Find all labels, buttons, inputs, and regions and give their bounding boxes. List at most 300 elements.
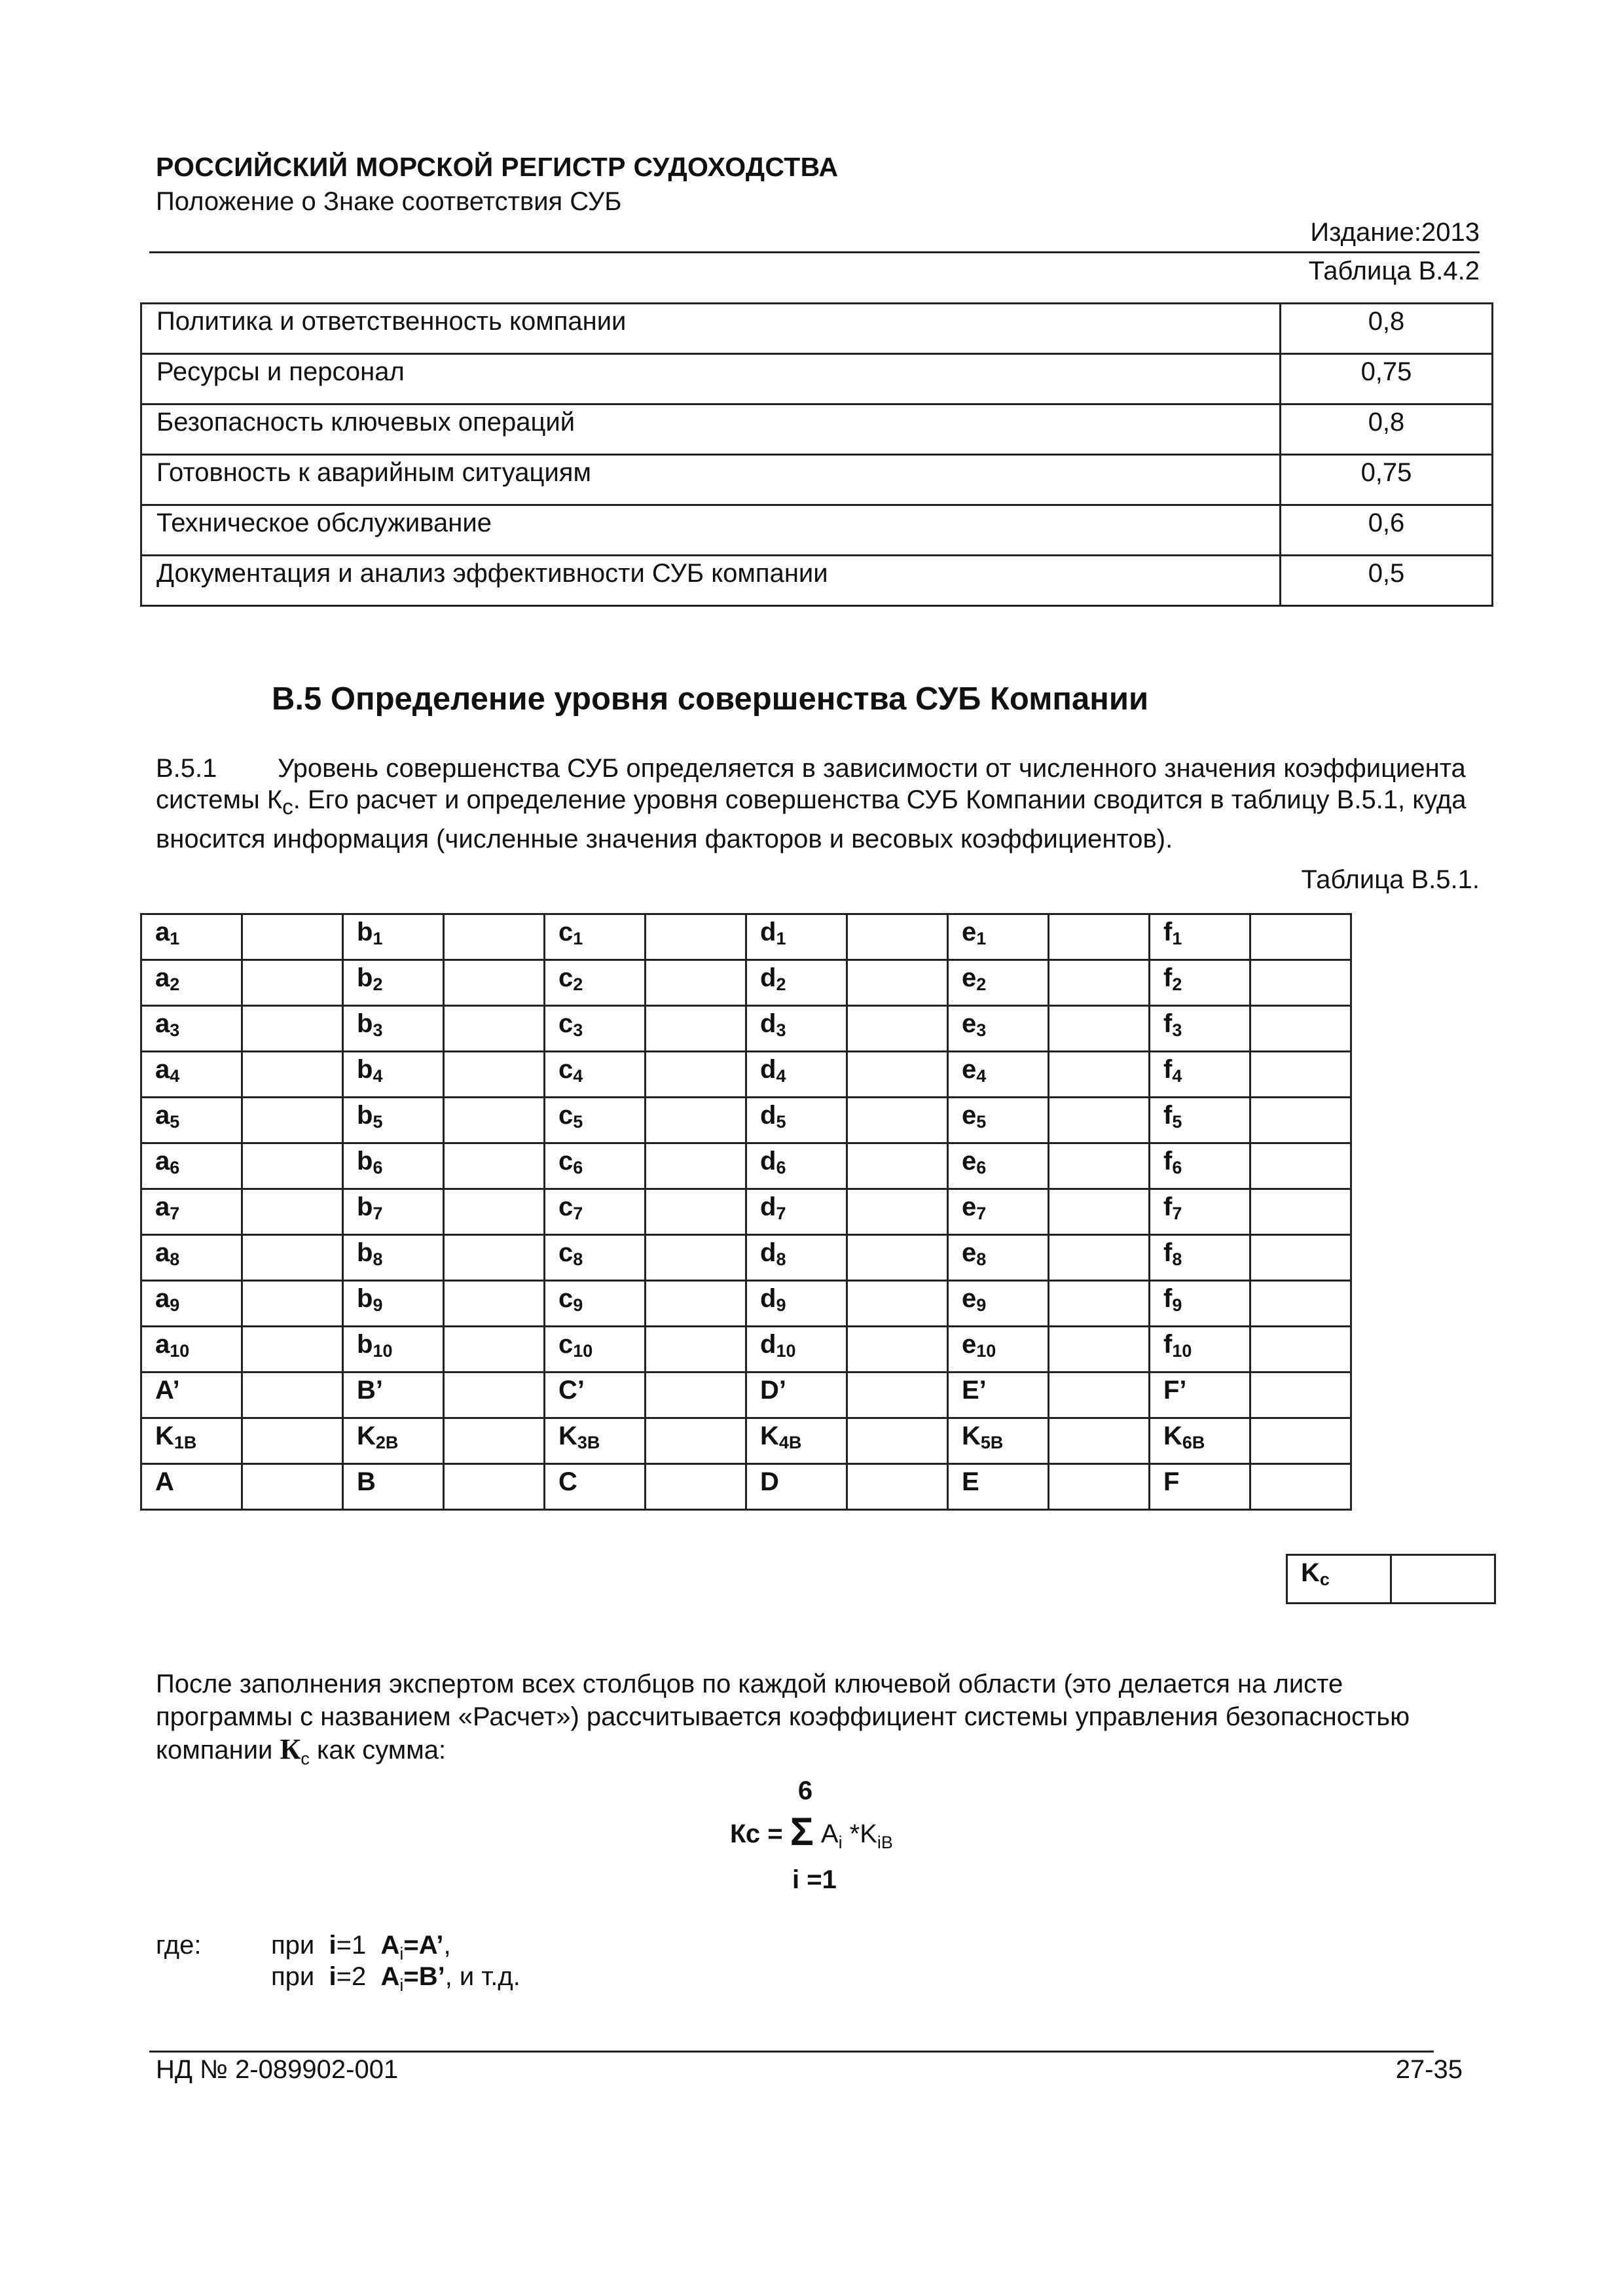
factor-subscript: 1 — [373, 929, 383, 948]
factor-value-cell — [847, 1052, 948, 1098]
formula-a-sub: i — [838, 1833, 843, 1852]
factor-subscript: 8 — [976, 1249, 987, 1269]
factor-label-cell — [948, 1006, 1049, 1052]
row-value: 0,5 — [1281, 556, 1493, 606]
factor-base: d — [760, 918, 776, 946]
table-b42-caption: Таблица В.4.2 — [1308, 257, 1480, 285]
factor-value-cell — [1250, 1235, 1351, 1281]
factor-base: a — [155, 1330, 170, 1359]
factor-value-cell — [646, 1418, 746, 1464]
factor-subscript: 7 — [373, 1204, 383, 1223]
factor-label-cell — [545, 1281, 646, 1327]
factor-label-cell — [1150, 1235, 1250, 1281]
case-index-value: =2 — [336, 1962, 367, 1991]
factor-label-cell — [948, 1372, 1049, 1418]
factor-subscript: 1 — [976, 929, 987, 948]
factor-label-cell — [141, 914, 242, 960]
formula-lower-limit: i =1 — [792, 1865, 837, 1894]
factor-value-cell — [1250, 914, 1351, 960]
factor-value-cell — [1049, 1418, 1150, 1464]
factor-subscript: 6В — [1182, 1433, 1205, 1452]
factor-subscript: 4 — [976, 1066, 987, 1086]
factor-subscript: 7 — [776, 1204, 786, 1223]
factor-base: K — [760, 1422, 779, 1450]
case-a: A — [380, 1931, 400, 1960]
table-kc — [1286, 1554, 1496, 1604]
factor-value-cell — [242, 1189, 343, 1235]
factor-label-cell — [1150, 1098, 1250, 1143]
factor-base: c — [558, 1284, 574, 1313]
factor-label-cell — [1150, 1418, 1250, 1464]
factor-label-cell — [545, 1143, 646, 1189]
row-value: 0,8 — [1281, 404, 1493, 455]
formula-main — [730, 1809, 893, 1854]
factor-value-cell — [1049, 1281, 1150, 1327]
factor-value-cell — [242, 1006, 343, 1052]
factor-base: C’ — [558, 1376, 585, 1405]
factor-subscript: 10 — [976, 1341, 996, 1361]
table-row — [141, 1143, 1351, 1189]
factor-label-cell — [746, 1098, 847, 1143]
factor-base: f — [1163, 1147, 1173, 1175]
factor-subscript: 4 — [776, 1066, 786, 1086]
row-label: Документация и анализ эффективности СУБ компании — [141, 556, 1281, 606]
factor-base: c — [558, 1055, 574, 1084]
factor-value-cell — [646, 1143, 746, 1189]
kc-base: K — [1301, 1558, 1320, 1587]
factor-value-cell — [242, 1052, 343, 1098]
row-value: 0,75 — [1281, 354, 1493, 404]
factor-value-cell — [646, 1235, 746, 1281]
factor-label-cell — [1150, 1372, 1250, 1418]
paragraph-subscript: с — [282, 795, 293, 819]
factor-value-cell — [1049, 1143, 1150, 1189]
factor-subscript: 1 — [170, 929, 180, 948]
factor-value-cell — [1049, 1098, 1150, 1143]
factor-label-cell — [1150, 1464, 1250, 1510]
factor-value-cell — [444, 1327, 545, 1372]
factor-base: B’ — [357, 1376, 383, 1405]
factor-base: E’ — [962, 1376, 987, 1405]
factor-label-cell — [948, 1143, 1049, 1189]
factor-value-cell — [444, 1143, 545, 1189]
kc-value-cell — [1391, 1555, 1495, 1604]
kc-sub: c — [1319, 1570, 1330, 1589]
row-label: Безопасность ключевых операций — [141, 404, 1281, 455]
case-prefix: при — [271, 1931, 315, 1960]
factor-value-cell — [1250, 1189, 1351, 1235]
factor-label-cell — [545, 1235, 646, 1281]
factor-subscript: 9 — [1172, 1295, 1182, 1315]
factor-base: c — [558, 1238, 574, 1267]
case-prefix: при — [271, 1962, 315, 1991]
factor-subscript: 3В — [577, 1433, 600, 1452]
factor-value-cell — [847, 1235, 948, 1281]
factor-base: b — [357, 1147, 373, 1175]
factor-label-cell — [141, 1006, 242, 1052]
factor-subscript: 9 — [976, 1295, 987, 1315]
factor-subscript: 5 — [573, 1112, 583, 1132]
factor-value-cell — [444, 1006, 545, 1052]
factor-base: d — [760, 1147, 776, 1175]
factor-base: a — [155, 1193, 170, 1221]
table-row — [141, 505, 1493, 556]
factor-value-cell — [444, 960, 545, 1006]
factor-label-cell — [746, 1235, 847, 1281]
after-text-a: После заполнения экспертом всех столбцов по каждой ключевой области (это делается на листе программы с названием «Расчет») рассчитывается коэффициент системы управления безопасностью компании — [156, 1670, 1410, 1765]
factor-base: e — [962, 1284, 977, 1313]
factor-value-cell — [646, 1189, 746, 1235]
case-index: i — [329, 1931, 337, 1960]
case-tail: , — [443, 1931, 451, 1960]
factor-label-cell — [141, 1143, 242, 1189]
factor-value-cell — [1049, 1372, 1150, 1418]
factor-label-cell — [141, 1327, 242, 1372]
factor-base: a — [155, 963, 170, 992]
factor-base: K — [1163, 1422, 1182, 1450]
factor-base: b — [357, 1055, 373, 1084]
row-label: Политика и ответственность компании — [141, 304, 1281, 354]
factor-subscript: 2 — [776, 975, 786, 994]
factor-value-cell — [242, 1143, 343, 1189]
factor-subscript: 1 — [776, 929, 786, 948]
factor-subscript: 7 — [976, 1204, 987, 1223]
factor-subscript: 6 — [170, 1158, 180, 1177]
factor-label-cell — [141, 1189, 242, 1235]
factor-subscript: 1 — [573, 929, 583, 948]
factor-subscript: 5 — [776, 1112, 786, 1132]
factor-label-cell — [343, 1372, 444, 1418]
factor-base: c — [558, 1193, 574, 1221]
factor-subscript: 8 — [373, 1249, 383, 1269]
factor-base: a — [155, 918, 170, 946]
factor-value-cell — [1049, 1189, 1150, 1235]
where-label: где: — [156, 1931, 202, 1960]
factor-value-cell — [1250, 1143, 1351, 1189]
factor-label-cell — [343, 914, 444, 960]
factor-subscript: 5 — [373, 1112, 383, 1132]
factor-base: c — [558, 1009, 574, 1038]
factor-value-cell — [444, 914, 545, 960]
factor-label-cell — [1150, 1006, 1250, 1052]
factor-label-cell — [545, 1052, 646, 1098]
factor-value-cell — [1250, 1098, 1351, 1143]
factor-subscript: 8 — [170, 1249, 180, 1269]
factor-base: b — [357, 963, 373, 992]
table-row — [141, 304, 1493, 354]
paragraph-number: В.5.1 — [156, 754, 217, 783]
factor-value-cell — [444, 1098, 545, 1143]
table-row — [141, 1372, 1351, 1418]
organization-title: РОССИЙСКИЙ МОРСКОЙ РЕГИСТР СУДОХОДСТВА — [156, 152, 839, 182]
factor-value-cell — [1250, 1372, 1351, 1418]
factor-subscript: 7 — [573, 1204, 583, 1223]
factor-subscript: 2 — [1172, 975, 1182, 994]
factor-value-cell — [1250, 1281, 1351, 1327]
factor-label-cell — [948, 1418, 1049, 1464]
kc-label-cell — [1287, 1555, 1391, 1604]
factor-label-cell — [948, 1098, 1049, 1143]
factor-subscript: 1 — [1172, 929, 1182, 948]
factor-subscript: 5 — [1172, 1112, 1182, 1132]
factor-base: c — [558, 1330, 574, 1359]
formula-k-sub: iВ — [877, 1833, 893, 1852]
factor-label-cell — [1150, 1052, 1250, 1098]
factor-label-cell — [343, 1418, 444, 1464]
after-kc-base: К — [280, 1733, 301, 1765]
formula-lhs: Кс = — [730, 1820, 783, 1848]
case-a-sub: i — [399, 1975, 404, 1995]
factor-value-cell — [1250, 960, 1351, 1006]
factor-value-cell — [646, 914, 746, 960]
factor-subscript: 8 — [1172, 1249, 1182, 1269]
factor-base: a — [155, 1055, 170, 1084]
table-row — [141, 1006, 1351, 1052]
factor-base: d — [760, 1284, 776, 1313]
factor-label-cell — [1150, 1327, 1250, 1372]
factor-base: d — [760, 963, 776, 992]
row-value: 0,8 — [1281, 304, 1493, 354]
case-index-value: =1 — [336, 1931, 367, 1960]
factor-value-cell — [242, 960, 343, 1006]
factor-subscript: 4 — [573, 1066, 583, 1086]
factor-value-cell — [242, 1098, 343, 1143]
sigma-symbol: Σ — [790, 1810, 814, 1854]
factor-label-cell — [545, 1327, 646, 1372]
factor-label-cell — [1150, 960, 1250, 1006]
factor-value-cell — [847, 1327, 948, 1372]
factor-subscript: 8 — [573, 1249, 583, 1269]
paragraph-text-a: Уровень совершенства СУБ определяется в зависимости от численного значения коэффициента системы К — [156, 754, 1466, 814]
factor-label-cell — [343, 1052, 444, 1098]
factor-subscript: 10 — [776, 1341, 796, 1361]
after-text-b: как сумма: — [309, 1736, 447, 1765]
factor-value-cell — [444, 1052, 545, 1098]
factor-label-cell — [141, 1372, 242, 1418]
factor-subscript: 9 — [170, 1295, 180, 1315]
case-rhs: =B’ — [403, 1962, 445, 1991]
factor-value-cell — [242, 1235, 343, 1281]
factor-label-cell — [343, 1464, 444, 1510]
table-row — [141, 354, 1493, 404]
factor-subscript: 7 — [1172, 1204, 1182, 1223]
factor-label-cell — [545, 960, 646, 1006]
factor-base: A’ — [155, 1376, 180, 1405]
factor-value-cell — [646, 1281, 746, 1327]
factor-base: d — [760, 1330, 776, 1359]
factor-subscript: 5 — [976, 1112, 987, 1132]
factor-value-cell — [847, 1281, 948, 1327]
factor-label-cell — [948, 1327, 1049, 1372]
factor-value-cell — [1049, 1052, 1150, 1098]
factor-value-cell — [444, 1464, 545, 1510]
table-row — [1287, 1555, 1495, 1604]
factor-value-cell — [242, 1418, 343, 1464]
factor-base: e — [962, 1147, 977, 1175]
factor-base: e — [962, 1055, 977, 1084]
factor-subscript: 3 — [976, 1020, 987, 1040]
factor-label-cell — [746, 960, 847, 1006]
factor-label-cell — [141, 960, 242, 1006]
factor-value-cell — [646, 1052, 746, 1098]
factor-base: a — [155, 1147, 170, 1175]
factor-value-cell — [646, 1006, 746, 1052]
factor-label-cell — [343, 1098, 444, 1143]
factor-subscript: 6 — [776, 1158, 786, 1177]
factor-base: d — [760, 1238, 776, 1267]
factor-label-cell — [948, 1235, 1049, 1281]
factor-value-cell — [847, 1098, 948, 1143]
factor-label-cell — [948, 1052, 1049, 1098]
row-label: Ресурсы и персонал — [141, 354, 1281, 404]
factor-subscript: 6 — [573, 1158, 583, 1177]
factor-base: e — [962, 963, 977, 992]
factor-label-cell — [343, 1327, 444, 1372]
factor-base: d — [760, 1101, 776, 1130]
factor-label-cell — [746, 1327, 847, 1372]
factor-label-cell — [948, 960, 1049, 1006]
factor-base: F’ — [1163, 1376, 1187, 1405]
table-row — [141, 1327, 1351, 1372]
after-kc-sub: с — [301, 1749, 310, 1768]
factor-subscript: 10 — [573, 1341, 593, 1361]
factor-label-cell — [746, 1143, 847, 1189]
factor-base: K — [357, 1422, 376, 1450]
factor-base: D’ — [760, 1376, 786, 1405]
factor-subscript: 4 — [373, 1066, 383, 1086]
factor-value-cell — [847, 960, 948, 1006]
factor-value-cell — [646, 1098, 746, 1143]
factor-label-cell — [746, 1281, 847, 1327]
factor-subscript: 3 — [170, 1020, 180, 1040]
factor-base: c — [558, 1101, 574, 1130]
factor-value-cell — [847, 914, 948, 960]
table-row — [141, 1235, 1351, 1281]
factor-value-cell — [444, 1235, 545, 1281]
row-value: 0,75 — [1281, 455, 1493, 505]
factor-value-cell — [847, 1006, 948, 1052]
case-a: A — [380, 1962, 400, 1991]
factor-base: f — [1163, 1238, 1173, 1267]
factor-label-cell — [746, 1006, 847, 1052]
factor-base: f — [1163, 1055, 1173, 1084]
factor-base: f — [1163, 1009, 1173, 1038]
case-index: i — [329, 1962, 337, 1991]
factor-label-cell — [141, 1418, 242, 1464]
formula-a: A — [820, 1820, 839, 1848]
factor-subscript: 9 — [776, 1295, 786, 1315]
factor-subscript: 5 — [170, 1112, 180, 1132]
factor-value-cell — [1049, 1235, 1150, 1281]
factor-value-cell — [1049, 914, 1150, 960]
factor-value-cell — [242, 1372, 343, 1418]
factor-base: f — [1163, 1330, 1173, 1359]
factor-label-cell — [948, 914, 1049, 960]
factor-value-cell — [1049, 1464, 1150, 1510]
factor-label-cell — [343, 1189, 444, 1235]
factor-value-cell — [444, 1372, 545, 1418]
paragraph-text-b: . Его расчет и определение уровня совершенства СУБ Компании сводится в таблицу В.5.1, куда вносится информация (численные значения факторов и весовых коэффициентов). — [156, 785, 1467, 853]
factor-subscript: 3 — [373, 1020, 383, 1040]
factor-base: e — [962, 1238, 977, 1267]
table-row — [141, 1189, 1351, 1235]
factor-label-cell — [343, 1281, 444, 1327]
factor-subscript: 1В — [173, 1433, 197, 1452]
table-row — [141, 556, 1493, 606]
factor-label-cell — [746, 1418, 847, 1464]
factor-label-cell — [545, 1006, 646, 1052]
factor-subscript: 9 — [573, 1295, 583, 1315]
factor-value-cell — [444, 1189, 545, 1235]
factor-base: e — [962, 1101, 977, 1130]
factor-label-cell — [1150, 1189, 1250, 1235]
factor-label-cell — [1150, 1281, 1250, 1327]
case-tail: , и т.д. — [445, 1962, 520, 1991]
factor-label-cell — [343, 1006, 444, 1052]
factor-label-cell — [141, 1235, 242, 1281]
paragraph-after-table — [156, 1668, 1485, 1775]
factor-value-cell — [242, 1281, 343, 1327]
table-row — [141, 1281, 1351, 1327]
factor-base: d — [760, 1193, 776, 1221]
table-row — [141, 1418, 1351, 1464]
factor-value-cell — [847, 1143, 948, 1189]
case-rhs: =A’ — [403, 1931, 444, 1960]
factor-value-cell — [646, 1464, 746, 1510]
factor-label-cell — [545, 1418, 646, 1464]
factor-subscript: 2 — [573, 975, 583, 994]
factor-base: D — [760, 1467, 779, 1496]
factor-base: B — [357, 1467, 376, 1496]
factor-base: E — [962, 1467, 979, 1496]
row-label: Готовность к аварийным ситуациям — [141, 455, 1281, 505]
factor-base: b — [357, 1101, 373, 1130]
factor-base: f — [1163, 1284, 1173, 1313]
factor-base: A — [155, 1467, 174, 1496]
factor-value-cell — [1049, 1327, 1150, 1372]
factor-subscript: 2 — [976, 975, 987, 994]
factor-base: a — [155, 1101, 170, 1130]
factor-subscript: 9 — [373, 1295, 383, 1315]
factor-base: d — [760, 1009, 776, 1038]
factor-subscript: 4 — [1172, 1066, 1182, 1086]
factor-subscript: 6 — [976, 1158, 987, 1177]
factor-value-cell — [1250, 1327, 1351, 1372]
factor-label-cell — [343, 960, 444, 1006]
factor-value-cell — [1049, 960, 1150, 1006]
factor-base: b — [357, 1238, 373, 1267]
table-row — [141, 960, 1351, 1006]
factor-subscript: 5В — [980, 1433, 1004, 1452]
formula-upper-limit: 6 — [797, 1776, 813, 1805]
header-divider — [149, 251, 1480, 253]
row-label: Техническое обслуживание — [141, 505, 1281, 556]
factor-value-cell — [847, 1189, 948, 1235]
footer-divider — [149, 2051, 1434, 2053]
factor-subscript: 6 — [373, 1158, 383, 1177]
row-value: 0,6 — [1281, 505, 1493, 556]
factor-label-cell — [948, 1189, 1049, 1235]
factor-base: a — [155, 1009, 170, 1038]
factor-label-cell — [545, 1464, 646, 1510]
formula-mid: *K — [842, 1820, 877, 1848]
factor-subscript: 4В — [778, 1433, 802, 1452]
factor-label-cell — [545, 1189, 646, 1235]
factor-label-cell — [746, 1189, 847, 1235]
factor-base: a — [155, 1284, 170, 1313]
factor-value-cell — [847, 1418, 948, 1464]
case-a-sub: i — [399, 1944, 404, 1964]
